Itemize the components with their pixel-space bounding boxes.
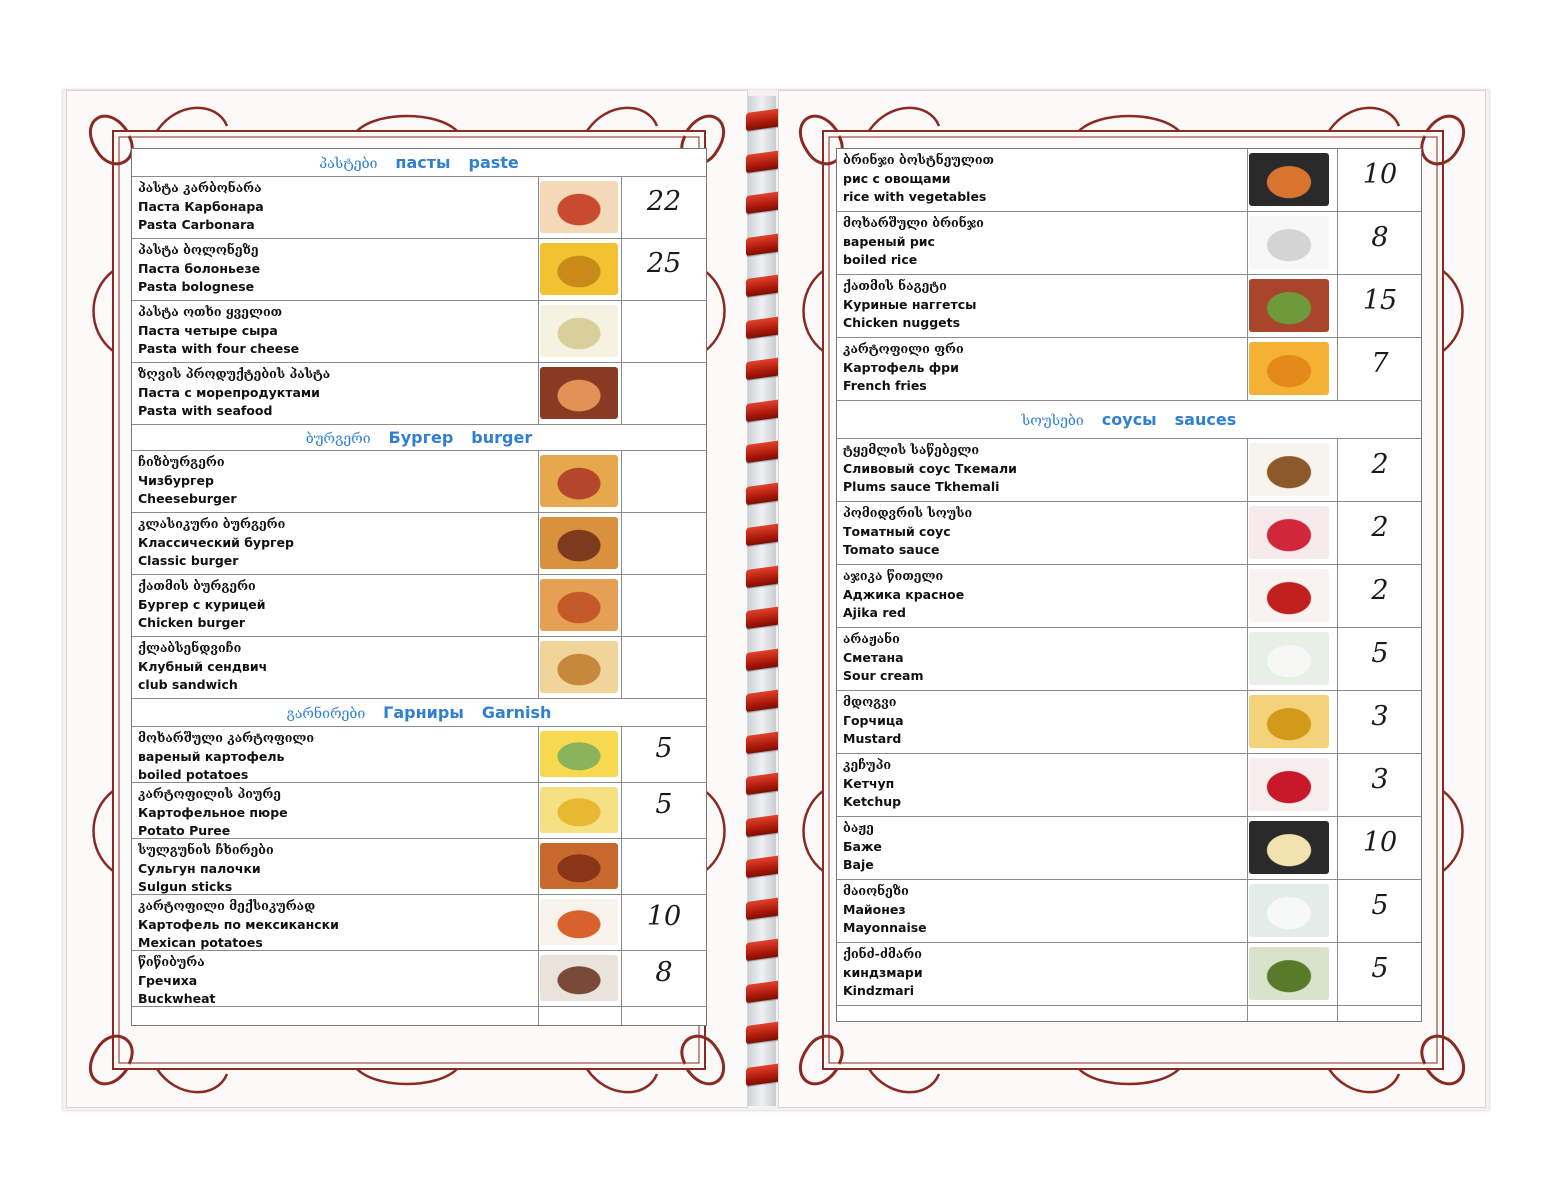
menu-item-row xyxy=(837,212,1421,275)
ketchup-image xyxy=(1249,758,1329,811)
section-title-georgian: ბურგერი xyxy=(305,431,371,447)
item-names xyxy=(138,639,267,695)
section-header xyxy=(837,401,1421,439)
menu-item-row xyxy=(132,839,706,895)
menu-item-row xyxy=(837,338,1421,401)
item-name-russian: Гречиха xyxy=(138,972,198,988)
pasta-bolognese-image xyxy=(540,243,618,295)
menu-item-row xyxy=(837,439,1421,502)
item-name-english: boiled rice xyxy=(843,252,918,267)
pasta-carbonara-image xyxy=(540,181,618,233)
item-name-english: Cheeseburger xyxy=(138,491,237,506)
cheeseburger-image xyxy=(540,455,618,507)
section-title-georgian: სოუსები xyxy=(1021,413,1084,429)
menu-item-row xyxy=(132,177,706,239)
kindzmari-image xyxy=(1249,947,1329,1000)
item-price: 5 xyxy=(1371,953,1389,984)
item-name-russian: Майонез xyxy=(843,901,906,917)
item-name-georgian: პასტა კარბონარა xyxy=(138,180,262,195)
tkemali-image xyxy=(1249,443,1329,496)
item-names xyxy=(138,515,294,571)
item-name-georgian: მოხარშული ბრინჯი xyxy=(843,215,984,230)
chicken-burger-image xyxy=(540,579,618,631)
item-name-georgian: ბაჟე xyxy=(843,820,874,835)
french-fries-image xyxy=(1249,342,1329,395)
item-name-georgian: მაიონეზი xyxy=(843,883,909,898)
buckwheat-image xyxy=(540,955,618,1001)
item-name-georgian: ქათმის ნაგეტი xyxy=(843,278,947,293)
item-name-georgian: კარტოფილი მექსიკურად xyxy=(138,898,316,913)
item-name-georgian: ბრინჯი ბოსტნეულით xyxy=(843,152,994,167)
item-name-russian: Сливовый соус Ткемали xyxy=(843,460,1017,476)
pasta-seafood-image xyxy=(540,367,618,419)
menu-item-row xyxy=(132,363,706,425)
item-name-russian: вареный картофель xyxy=(138,748,285,764)
baje-image xyxy=(1249,821,1329,874)
item-name-russian: Клубный сендвич xyxy=(138,658,268,674)
menu-item-row xyxy=(132,951,706,1007)
item-name-georgian: კლასიკური ბურგერი xyxy=(138,516,286,531)
menu-item-row xyxy=(837,943,1421,1006)
rice-vegetables-image xyxy=(1249,153,1329,206)
section-title-english: burger xyxy=(471,428,533,447)
menu-item-row xyxy=(837,275,1421,338)
item-name-english: Pasta with four cheese xyxy=(138,341,300,356)
item-name-russian: Картофель по мексикански xyxy=(138,916,339,932)
item-name-georgian: პომიდვრის სოუსი xyxy=(843,505,973,520)
item-names xyxy=(138,785,288,841)
item-name-georgian: წიწიბურა xyxy=(138,954,205,969)
section-title-russian: Гарниры xyxy=(383,703,464,722)
item-price: 2 xyxy=(1371,449,1389,480)
item-names xyxy=(138,953,215,1009)
item-price: 3 xyxy=(1371,764,1389,795)
item-name-english: Pasta with seafood xyxy=(138,403,273,418)
item-price: 5 xyxy=(1371,890,1389,921)
item-name-georgian: პასტა ბოლონეზე xyxy=(138,242,259,257)
item-names xyxy=(843,214,984,270)
item-name-georgian: არაჟანი xyxy=(843,631,900,646)
item-names xyxy=(138,453,237,509)
mustard-image xyxy=(1249,695,1329,748)
item-price: 2 xyxy=(1371,512,1389,543)
item-price: 5 xyxy=(655,733,673,764)
item-names xyxy=(138,897,339,953)
item-name-georgian: პასტა ოთხი ყველით xyxy=(138,304,283,319)
item-names xyxy=(843,504,972,560)
boiled-potatoes-image xyxy=(540,731,618,777)
item-price: 10 xyxy=(646,901,682,932)
item-names xyxy=(843,693,904,749)
item-name-russian: Сульгун палочки xyxy=(138,860,261,876)
item-name-georgian: ქათმის ბურგერი xyxy=(138,578,256,593)
item-name-georgian: მოხარშული კარტოფილი xyxy=(138,730,315,745)
item-price: 5 xyxy=(655,789,673,820)
item-price: 25 xyxy=(646,248,682,279)
item-name-georgian: ჩიზბურგერი xyxy=(138,454,225,469)
item-name-english: Tomato sauce xyxy=(843,542,940,557)
item-name-georgian: კარტოფილი ფრი xyxy=(843,341,964,356)
item-name-english: Buckwheat xyxy=(138,991,216,1006)
menu-item-row xyxy=(837,817,1421,880)
section-title-russian: пасты xyxy=(395,153,451,172)
item-price: 10 xyxy=(1362,827,1398,858)
menu-item-row xyxy=(132,239,706,301)
item-name-russian: рис с овощами xyxy=(843,170,951,186)
item-name-russian: Паста четыре сыра xyxy=(138,322,278,338)
item-name-english: Kindzmari xyxy=(843,983,915,998)
item-price: 2 xyxy=(1371,575,1389,606)
item-names xyxy=(843,819,882,875)
item-name-russian: Куриные наггетсы xyxy=(843,296,977,312)
item-names xyxy=(843,340,964,396)
menu-item-row xyxy=(837,754,1421,817)
item-name-russian: Паста с морепродуктами xyxy=(138,384,320,400)
menu-item-row xyxy=(132,451,706,513)
item-name-english: Sour cream xyxy=(843,668,924,683)
item-name-english: Mayonnaise xyxy=(843,920,927,935)
section-title-english: sauces xyxy=(1174,410,1237,429)
tomato-sauce-image xyxy=(1249,506,1329,559)
item-name-english: Pasta Carbonara xyxy=(138,217,255,232)
item-names xyxy=(843,882,927,938)
item-names xyxy=(138,841,274,897)
item-name-english: Chicken burger xyxy=(138,615,246,630)
item-names xyxy=(138,179,264,235)
item-name-english: Plums sauce Tkhemali xyxy=(843,479,1000,494)
section-header xyxy=(132,425,706,451)
item-names xyxy=(138,241,260,297)
item-price: 3 xyxy=(1371,701,1389,732)
section-title-russian: соусы xyxy=(1101,410,1157,429)
section-header xyxy=(132,699,706,727)
item-name-russian: Картофель фри xyxy=(843,359,959,375)
left-menu-table xyxy=(131,148,707,1026)
menu-item-row xyxy=(837,628,1421,691)
menu-item-row xyxy=(132,513,706,575)
item-name-english: French fries xyxy=(843,378,927,393)
menu-item-row xyxy=(132,727,706,783)
item-name-russian: Кетчуп xyxy=(843,775,895,791)
item-name-georgian: ქინძ-ძმარი xyxy=(843,946,922,961)
club-sandwich-image xyxy=(540,641,618,693)
item-name-english: Chicken nuggets xyxy=(843,315,961,330)
item-name-russian: киндзмари xyxy=(843,964,923,980)
item-name-russian: Сметана xyxy=(843,649,904,665)
item-name-english: Sulgun sticks xyxy=(138,879,233,894)
item-names xyxy=(843,277,976,333)
item-name-english: Classic burger xyxy=(138,553,239,568)
section-title-georgian: პასტები xyxy=(319,156,378,172)
item-name-georgian: ზღვის პროდუქტების პასტა xyxy=(138,366,331,381)
menu-item-row xyxy=(132,783,706,839)
item-name-english: Mustard xyxy=(843,731,902,746)
menu-item-row xyxy=(132,575,706,637)
section-header xyxy=(132,149,706,177)
mexican-potatoes-image xyxy=(540,899,618,945)
menu-item-row xyxy=(837,149,1421,212)
menu-item-row xyxy=(132,301,706,363)
item-name-georgian: მდოგვი xyxy=(843,694,897,709)
item-price: 5 xyxy=(1371,638,1389,669)
item-name-russian: Классический бургер xyxy=(138,534,294,550)
item-name-russian: Баже xyxy=(843,838,882,854)
item-price: 22 xyxy=(646,186,682,217)
item-names xyxy=(843,630,924,686)
item-names xyxy=(843,151,994,207)
item-names xyxy=(138,303,299,359)
mayonnaise-image xyxy=(1249,884,1329,937)
item-price: 7 xyxy=(1371,348,1389,379)
item-names xyxy=(843,756,901,812)
menu-item-row xyxy=(132,895,706,951)
item-name-russian: вареный рис xyxy=(843,233,935,249)
item-name-english: Potato Puree xyxy=(138,823,231,838)
menu-item-row xyxy=(837,691,1421,754)
item-name-english: club sandwich xyxy=(138,677,238,692)
item-name-georgian: აჯიკა წითელი xyxy=(843,568,944,583)
menu-item-row xyxy=(837,565,1421,628)
item-name-russian: Аджика красное xyxy=(843,586,965,602)
item-price: 10 xyxy=(1362,159,1398,190)
item-name-georgian: ტყემლის საწებელი xyxy=(843,442,980,457)
item-name-english: Pasta bolognese xyxy=(138,279,255,294)
sulgun-sticks-image xyxy=(540,843,618,889)
item-name-russian: Томатный соус xyxy=(843,523,951,539)
item-price: 15 xyxy=(1362,285,1398,316)
item-name-russian: Горчица xyxy=(843,712,904,728)
item-names xyxy=(843,945,923,1001)
item-name-english: Mexican potatoes xyxy=(138,935,263,950)
ajika-image xyxy=(1249,569,1329,622)
section-title-russian: Бургер xyxy=(388,428,454,447)
menu-item-row xyxy=(837,880,1421,943)
item-name-english: Ketchup xyxy=(843,794,902,809)
item-names xyxy=(138,729,314,785)
item-name-georgian: ქლაბსენდვიჩი xyxy=(138,640,242,655)
sour-cream-image xyxy=(1249,632,1329,685)
potato-puree-image xyxy=(540,787,618,833)
section-title-english: Garnish xyxy=(481,703,552,722)
chicken-nuggets-image xyxy=(1249,279,1329,332)
item-names xyxy=(843,567,964,623)
item-names xyxy=(138,577,266,633)
section-title-georgian: გარნირები xyxy=(286,706,366,722)
boiled-rice-image xyxy=(1249,216,1329,269)
item-name-russian: Чизбургер xyxy=(138,472,214,488)
section-title-english: paste xyxy=(468,153,519,172)
item-name-russian: Картофельное пюре xyxy=(138,804,288,820)
menu-item-row xyxy=(837,502,1421,565)
item-name-georgian: კეჩუპი xyxy=(843,757,892,772)
item-name-russian: Паста болоньезе xyxy=(138,260,261,276)
item-name-georgian: სულგუნის ჩხირები xyxy=(138,842,274,857)
item-names xyxy=(843,441,1017,497)
item-name-english: Baje xyxy=(843,857,874,872)
item-price: 8 xyxy=(1371,222,1389,253)
item-name-english: Ajika red xyxy=(843,605,906,620)
item-price: 8 xyxy=(655,957,673,988)
item-name-english: boiled potatoes xyxy=(138,767,249,782)
item-name-russian: Бургер с курицей xyxy=(138,596,266,612)
item-name-russian: Паста Карбонара xyxy=(138,198,264,214)
pasta-four-cheese-image xyxy=(540,305,618,357)
item-name-english: rice with vegetables xyxy=(843,189,987,204)
classic-burger-image xyxy=(540,517,618,569)
right-menu-table xyxy=(836,148,1422,1022)
item-name-georgian: კარტოფილის პიურე xyxy=(138,786,281,801)
item-names xyxy=(138,365,330,421)
menu-item-row xyxy=(132,637,706,699)
